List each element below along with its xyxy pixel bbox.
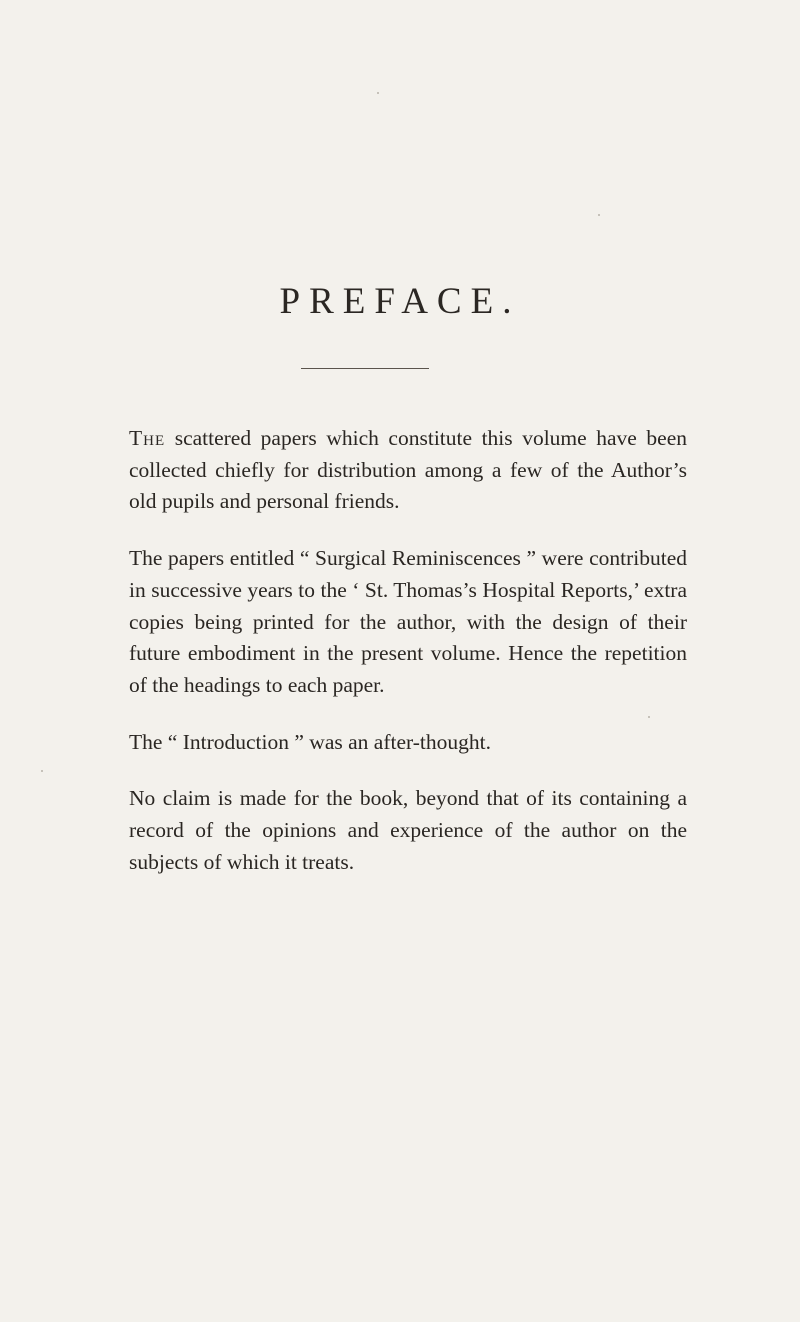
- paragraph-1: [129, 423, 687, 518]
- paper-speck: [598, 214, 600, 216]
- preface-body: [129, 423, 687, 903]
- paragraph-text: The “ Introduction ” was an after-thought.: [129, 729, 491, 754]
- paper-speck: [377, 92, 379, 94]
- title-rule: [301, 368, 429, 369]
- paragraph-2: [129, 543, 687, 702]
- paragraph-text: The papers entitled “ Surgical Reminiscences ” were contributed in successive years to the ‘ St. Thomas’s Hospital Reports,’ extra copies being printed for the author, with the design of their future embodiment in the present volume. Hence the repetition of the headings to each paper.: [129, 546, 687, 697]
- paragraph-3: [129, 727, 687, 759]
- paragraph-text: No claim is made for the book, beyond that of its containing a record of the opinions and experience of the author on the subjects of which it treats.: [129, 786, 687, 874]
- paragraph-lead: The: [129, 426, 166, 450]
- paragraph-text: scattered papers which constitute this volume have been collected chiefly for distribution among a few of the Author’s old pupils and personal friends.: [129, 426, 687, 514]
- paper-speck: [41, 770, 43, 772]
- page-title: PREFACE.: [279, 281, 521, 322]
- paragraph-4: [129, 783, 687, 878]
